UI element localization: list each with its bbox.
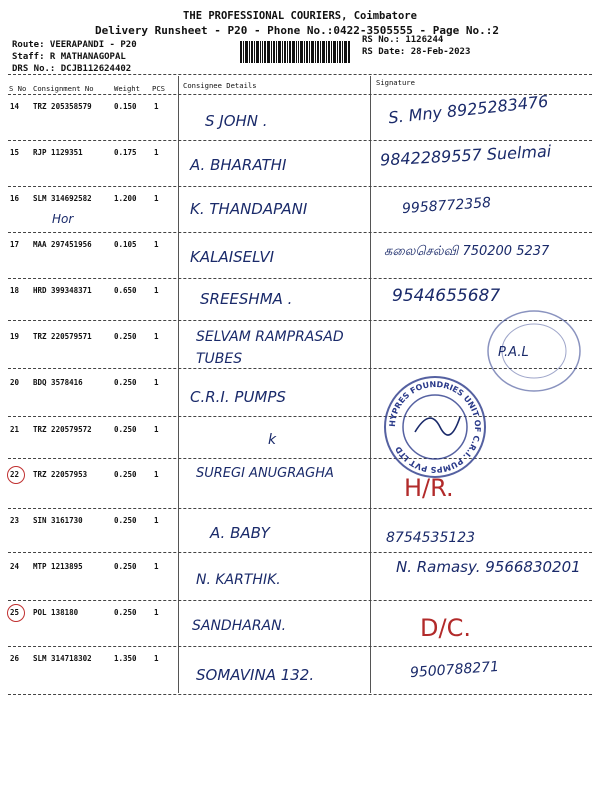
row-rule — [8, 186, 592, 187]
row-consignment: TRZ 220579572 — [33, 425, 92, 434]
row-pcs: 1 — [154, 608, 159, 617]
row-signature: D/C. — [420, 614, 471, 642]
row-weight: 0.250 — [114, 516, 137, 525]
row-weight: 0.250 — [114, 425, 137, 434]
runsheet-subtitle: Delivery Runsheet - P20 - Phone No.:0422-3505555 - Page No.:2 — [95, 24, 499, 37]
row-weight: 0.175 — [114, 148, 137, 157]
hypres-foundries-stamp — [380, 372, 490, 482]
row-rule — [8, 140, 592, 141]
col-weight: Weight — [114, 84, 140, 93]
row-consignment: RJP 1129351 — [33, 148, 83, 157]
row-consignment: HRD 399348371 — [33, 286, 92, 295]
row-consignee: A. BHARATHI — [190, 156, 287, 174]
row-rule — [8, 278, 592, 279]
row-pcs: 1 — [154, 470, 159, 479]
header-top-rule — [8, 74, 592, 75]
row-note: Hor — [52, 212, 74, 226]
row-rule — [8, 232, 592, 233]
row-sno: 21 — [10, 425, 20, 434]
row-signature: S. Mny 8925283476 — [387, 91, 550, 128]
row-rule — [8, 552, 592, 553]
row-signature: 9500788271 — [409, 658, 500, 682]
row-sno: 26 — [10, 654, 20, 663]
stamp-text: HYPRES FOUNDRIES UNIT OF C.R.I. PUMPS PVT LTD — [387, 379, 483, 475]
row-sno: 23 — [10, 516, 20, 525]
row-consignment: MAA 297451956 — [33, 240, 92, 249]
row-consignment: TRZ 220579571 — [33, 332, 92, 341]
row-rule — [8, 646, 592, 647]
svg-text:HYPRES FOUNDRIES UNIT OF C.R.I — [388, 380, 482, 474]
row-pcs: 1 — [154, 102, 159, 111]
row-consignee: SANDHARAN. — [192, 618, 287, 634]
row-rule — [8, 416, 592, 417]
row-pcs: 1 — [154, 148, 159, 157]
row-weight: 0.105 — [114, 240, 137, 249]
row-weight: 0.250 — [114, 378, 137, 387]
row-sno: 15 — [10, 148, 20, 157]
row-pcs: 1 — [154, 332, 159, 341]
row-signature: P.A.L — [498, 345, 529, 360]
row-pcs: 1 — [154, 194, 159, 203]
barcode — [240, 41, 350, 63]
row-consignee: SOMAVINA 132. — [196, 666, 315, 684]
route-label: Route: VEERAPANDI - P20 — [12, 40, 137, 50]
staff-label: Staff: R MATHANAGOPAL — [12, 52, 126, 62]
row-pcs: 1 — [154, 425, 159, 434]
row-sno: 22 — [10, 470, 20, 479]
row-sno: 19 — [10, 332, 20, 341]
row-pcs: 1 — [154, 516, 159, 525]
row-weight: 0.250 — [114, 562, 137, 571]
row-signature: கலைசெல்வி 750200 5237 — [384, 244, 550, 259]
drs-label: DRS No.: DCJB112624402 — [12, 64, 132, 74]
row-signature: 9544655687 — [392, 286, 501, 306]
row-sno: 20 — [10, 378, 20, 387]
row-signature: 9842289557 Suelmai — [379, 141, 552, 170]
row-consignment: TRZ 22057953 — [33, 470, 88, 479]
col-signature: Signature — [376, 78, 415, 87]
company-title: THE PROFESSIONAL COURIERS, Coimbatore — [183, 10, 417, 22]
row-weight: 1.350 — [114, 654, 137, 663]
row-consignee: k — [268, 432, 277, 448]
header-bottom-rule — [8, 94, 592, 95]
row-consignee: K. THANDAPANI — [190, 200, 308, 218]
row-consignment: SLM 314692582 — [33, 194, 92, 203]
row-consignment: TRZ 205358579 — [33, 102, 92, 111]
row-signature: 9958772358 — [401, 194, 492, 218]
row-consignee: A. BABY — [210, 524, 270, 542]
row-consignment: MTP 1213895 — [33, 562, 83, 571]
col-sno: S No — [9, 84, 27, 93]
row-rule — [8, 600, 592, 601]
col-consignment: Consignment No — [33, 84, 94, 93]
row-signature: N. Ramasy. 9566830201 — [396, 558, 581, 576]
row-sno: 14 — [10, 102, 20, 111]
row-sno: 25 — [10, 608, 20, 617]
row-signature: H/R. — [404, 474, 454, 502]
row-pcs: 1 — [154, 240, 159, 249]
rs-number: RS No.: 1126244 — [362, 35, 444, 45]
row-consignee: SUREGI ANUGRAGHA — [196, 466, 334, 481]
row-signature: 8754535123 — [386, 530, 476, 546]
col-pcs: PCS — [152, 84, 165, 93]
rs-date: RS Date: 28-Feb-2023 — [362, 47, 471, 57]
row-pcs: 1 — [154, 562, 159, 571]
ramprasad-tubes-stamp — [484, 306, 584, 396]
row-weight: 0.650 — [114, 286, 137, 295]
row-consignment: BDQ 3578416 — [33, 378, 83, 387]
row-weight: 0.250 — [114, 332, 137, 341]
row-consignment: SLM 314718302 — [33, 654, 92, 663]
row-weight: 0.150 — [114, 102, 137, 111]
row-consignment: POL 138180 — [33, 608, 79, 617]
row-sno: 16 — [10, 194, 20, 203]
row-weight: 0.250 — [114, 470, 137, 479]
row-sno: 17 — [10, 240, 20, 249]
row-pcs: 1 — [154, 378, 159, 387]
row-consignee: N. KARTHIK. — [196, 572, 281, 588]
row-consignee: S JOHN . — [205, 112, 268, 130]
row-consignee: SREESHMA . — [200, 290, 293, 308]
row-consignee: SELVAM RAMPRASAD TUBES — [196, 329, 344, 367]
row-rule — [8, 458, 592, 459]
row-pcs: 1 — [154, 286, 159, 295]
row-consignee: KALAISELVI — [190, 248, 275, 266]
row-rule — [8, 694, 592, 695]
row-weight: 1.200 — [114, 194, 137, 203]
row-sno: 24 — [10, 562, 20, 571]
row-consignee: C.R.I. PUMPS — [190, 388, 286, 406]
col-consignee: Consignee Details — [183, 81, 257, 90]
row-consignment: SIN 3161730 — [33, 516, 83, 525]
row-pcs: 1 — [154, 654, 159, 663]
row-sno: 18 — [10, 286, 20, 295]
row-rule — [8, 508, 592, 509]
row-weight: 0.250 — [114, 608, 137, 617]
